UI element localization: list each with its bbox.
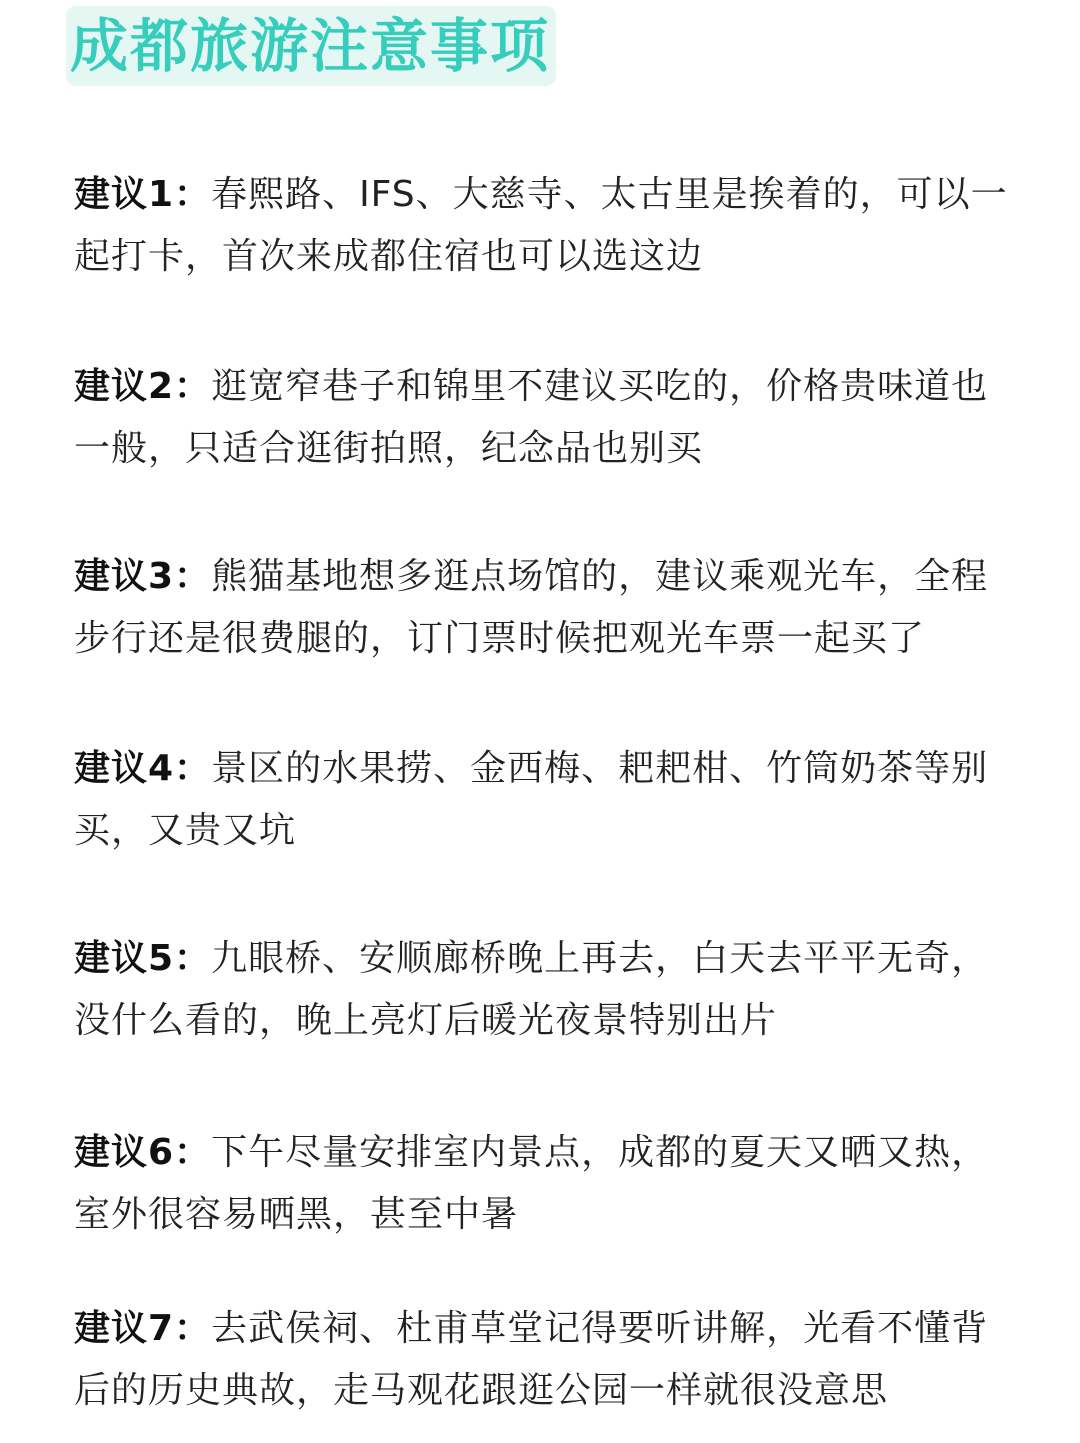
tip-text: 景区的水果捞、金西梅、耙耙柑、竹筒奶茶等别买，又贵又坑 xyxy=(74,748,989,851)
tip-text: 熊猫基地想多逛点场馆的，建议乘观光车，全程步行还是很费腿的，订门票时候把观光车票一起买了 xyxy=(74,556,989,659)
tip-text: 春熙路、IFS、大慈寺、太古里是挨着的，可以一起打卡，首次来成都住宿也可以选这边 xyxy=(74,174,1008,277)
tip-label: 建议4： xyxy=(74,748,212,789)
tip-label: 建议5： xyxy=(74,938,212,979)
tip-label: 建议1： xyxy=(74,174,212,215)
tip-text: 九眼桥、安顺廊桥晚上再去，白天去平平无奇，没什么看的，晚上亮灯后暖光夜景特别出片 xyxy=(74,938,989,1041)
tip-item-2 xyxy=(74,356,1014,480)
tip-item-7 xyxy=(74,1298,1014,1422)
tip-text: 下午尽量安排室内景点，成都的夏天又晒又热，室外很容易晒黑，甚至中暑 xyxy=(74,1132,989,1235)
tip-item-6 xyxy=(74,1122,1014,1246)
tip-item-3 xyxy=(74,546,1014,670)
tip-item-4 xyxy=(74,738,1014,862)
tip-label: 建议7： xyxy=(74,1308,212,1349)
tip-label: 建议6： xyxy=(74,1132,212,1173)
tip-text: 去武侯祠、杜甫草堂记得要听讲解，光看不懂背后的历史典故，走马观花跟逛公园一样就很没意思 xyxy=(74,1308,989,1411)
tip-text: 逛宽窄巷子和锦里不建议买吃的，价格贵味道也一般，只适合逛街拍照，纪念品也别买 xyxy=(74,366,989,469)
tip-label: 建议3： xyxy=(74,556,212,597)
page-title: 成都旅游注意事项 xyxy=(70,12,551,80)
tip-item-5 xyxy=(74,928,1014,1052)
title-highlight xyxy=(66,6,556,86)
tip-item-1 xyxy=(74,164,1014,288)
tip-label: 建议2： xyxy=(74,366,212,407)
